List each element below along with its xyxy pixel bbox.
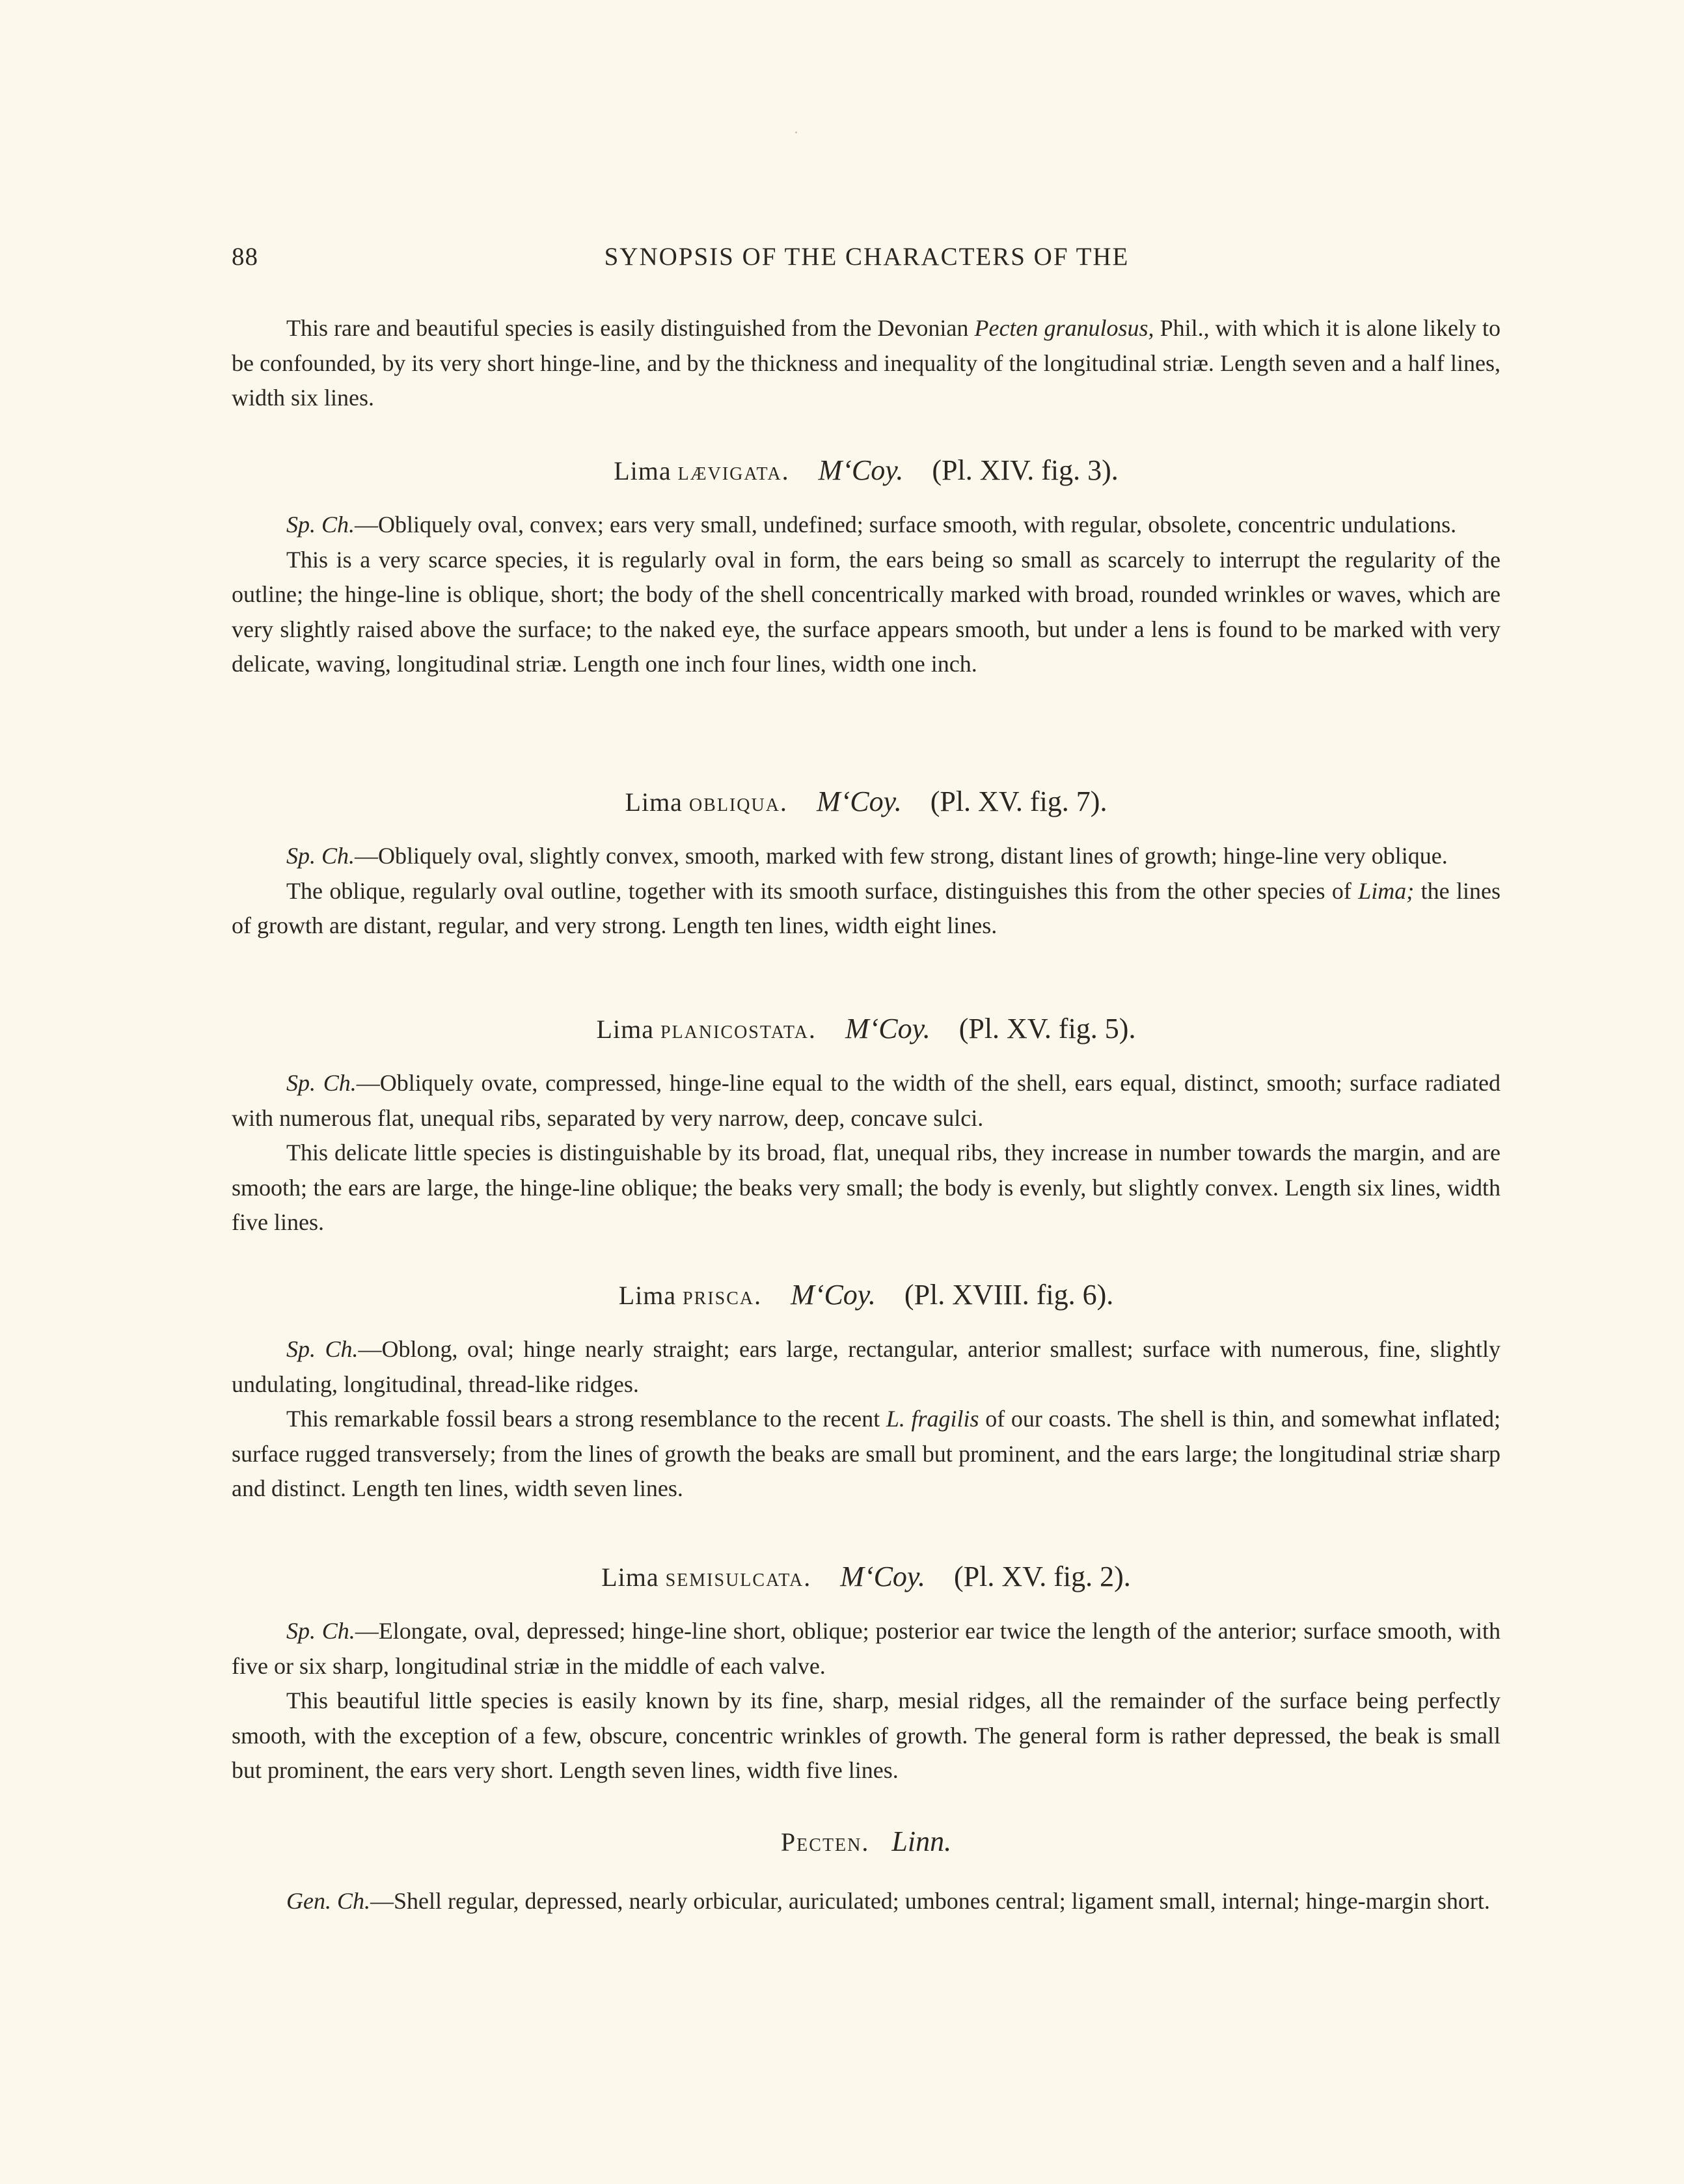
species-description: The oblique, regularly oval outline, together with its smooth surface, distinguishes this from the other species of Lima; the lines of growth are distant, regular, and very strong. Length ten lines, width eight lines. — [232, 877, 1501, 938]
species-heading: Lima semisulcata. M‘Coy. (Pl. XV. fig. 2). — [601, 1561, 1131, 1592]
specific-characters: Sp. Ch.—Obliquely oval, convex; ears very small, undefined; surface smooth, with regular, obsolete, concentric undulations. — [286, 512, 1457, 538]
species-heading: Lima lævigata. M‘Coy. (Pl. XIV. fig. 3). — [614, 454, 1119, 486]
paper-speck — [795, 131, 797, 133]
section-lima-obliqua — [232, 784, 1501, 944]
specific-characters: Sp. Ch.—Elongate, oval, depressed; hinge-line short, oblique; posterior ear twice the length of the anterior; surface smooth, with five or six sharp, longitudinal striæ in the middle of each valve. — [232, 1618, 1501, 1679]
species-description: This is a very scarce species, it is regularly oval in form, the ears being so small as scarcely to interrupt the regularity of the outline; the hinge-line is oblique, short; the body of the shell concentrically marked with broad, rounded wrinkles or waves, which are very slightly raised above the surface; to the naked eye, the surface appears smooth, but under a lens is found to be marked with very delicate, waving, longitudinal striæ. Length one inch four lines, width one inch. — [232, 546, 1501, 677]
section-genus-pecten — [232, 1823, 1501, 1919]
specific-characters: Sp. Ch.—Obliquely ovate, compressed, hinge-line equal to the width of the shell, ears equal, distinct, smooth; surface radiated with numerous flat, unequal ribs, separated by very narrow, deep, concave sulci. — [232, 1070, 1501, 1131]
species-heading: Lima obliqua. M‘Coy. (Pl. XV. fig. 7). — [625, 785, 1107, 817]
species-heading: Lima prisca. M‘Coy. (Pl. XVIII. fig. 6). — [618, 1279, 1114, 1311]
section-lima-planicostata — [232, 1011, 1501, 1240]
page-number: 88 — [232, 243, 258, 271]
species-heading: Lima planicostata. M‘Coy. (Pl. XV. fig. 5). — [596, 1013, 1136, 1044]
species-description: This delicate little species is distinguishable by its broad, flat, unequal ribs, they increase in number towards the margin, and are smooth; the ears are large, the hinge-line oblique; the beaks very small; the body is evenly, but slightly convex. Length six lines, width five lines. — [232, 1140, 1501, 1235]
running-head: SYNOPSIS OF THE CHARACTERS OF THE — [604, 243, 1130, 271]
genus-heading: Pecten. Linn. — [780, 1825, 952, 1857]
page-header — [232, 242, 1502, 279]
generic-characters: Gen. Ch.—Shell regular, depressed, nearly orbicular, auriculated; umbones central; ligament small, internal; hinge-margin short. — [286, 1888, 1490, 1914]
section-lima-prisca — [232, 1277, 1501, 1507]
section-lima-laevigata — [232, 452, 1501, 682]
species-description: This beautiful little species is easily known by its fine, sharp, mesial ridges, all the remainder of the surface being perfectly smooth, with the exception of a few, obscure, concentric wrinkles of growth. The general form is rather depressed, the beak is small but prominent, the ears very short. Length seven lines, width five lines. — [232, 1687, 1501, 1783]
species-description: This remarkable fossil bears a strong resemblance to the recent L. fragilis of our coasts. The shell is thin, and somewhat inflated; surface rugged transversely; from the lines of growth the beaks are small but prominent, and the ears large; the longitudinal striæ sharp and distinct. Length ten lines, width seven lines. — [232, 1406, 1501, 1501]
intro-block — [232, 311, 1501, 416]
specific-characters: Sp. Ch.—Oblong, oval; hinge nearly straight; ears large, rectangular, anterior smallest; surface with numerous, fine, slightly undulating, longitudinal, thread-like ridges. — [232, 1336, 1501, 1397]
section-lima-semisulcata — [232, 1559, 1501, 1788]
specific-characters: Sp. Ch.—Obliquely oval, slightly convex, smooth, marked with few strong, distant lines of growth; hinge-line very oblique. — [286, 843, 1448, 869]
intro-paragraph: This rare and beautiful species is easily distinguished from the Devonian Pecten granulosus, Phil., with which it is alone likely to be confounded, by its very short hinge-line, and by the thickness and inequality of the longitudinal striæ. Length seven and a half lines, width six lines. — [232, 315, 1501, 411]
